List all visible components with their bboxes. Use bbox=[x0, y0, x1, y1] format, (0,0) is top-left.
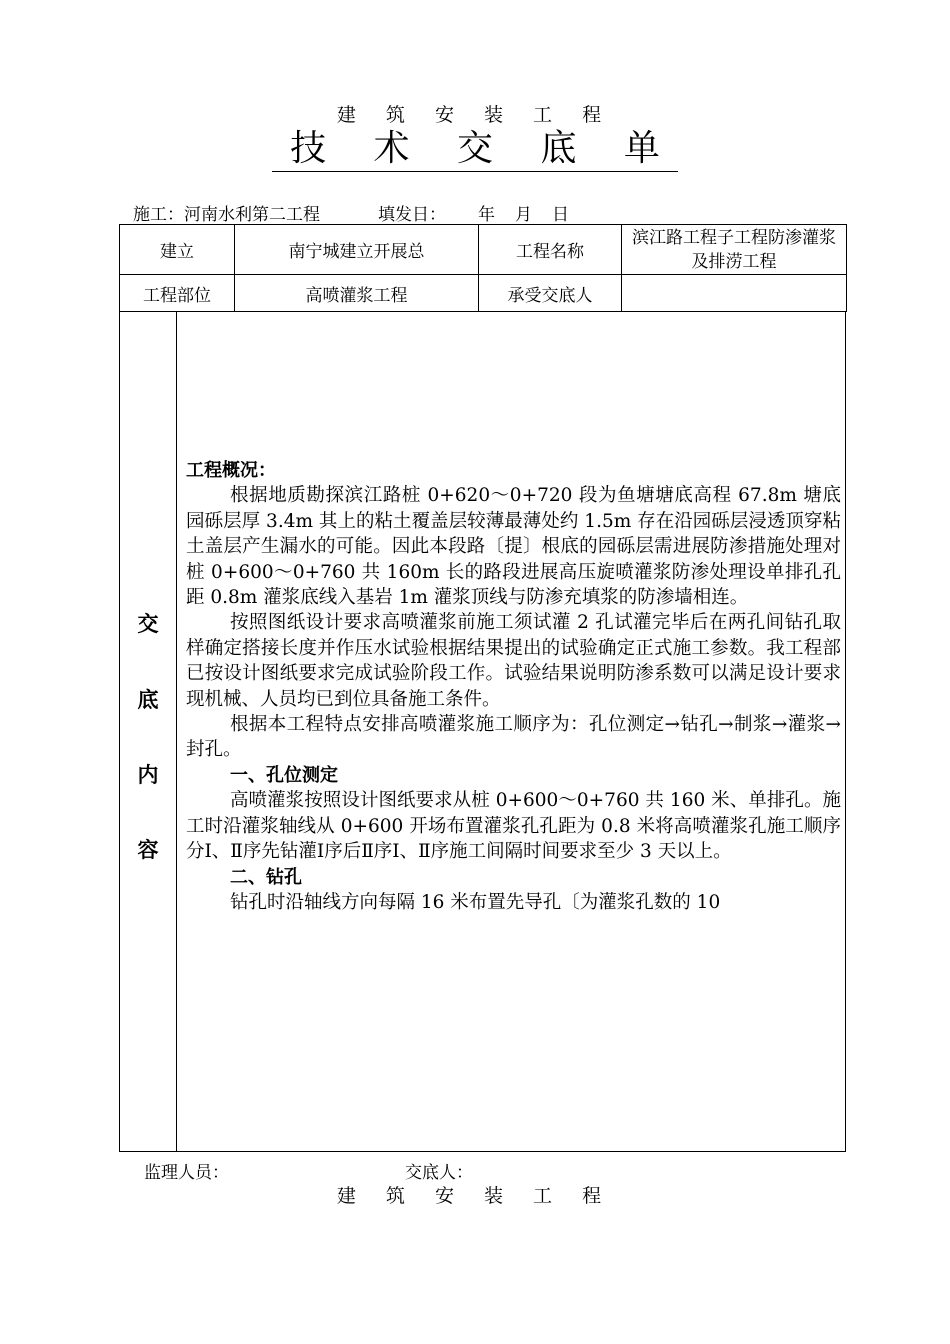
project-name-value: 滨江路工程子工程防渗灌浆及排涝工程 bbox=[622, 225, 847, 275]
recipient-label: 承受交底人 bbox=[479, 275, 622, 312]
content-body bbox=[186, 458, 841, 915]
section-2-heading: 二、钻孔 bbox=[230, 866, 302, 888]
paragraph-1: 根据地质勘探滨江路桩 0+620～0+720 段为鱼塘塘底高程 67.8m 塘底园砾层厚 3.4m 其上的粘土覆盖层较薄最薄处约 1.5m 存在沿园砾层浸透顶穿粘土盖层产生漏水的可能。因此本段路〔提〕根底的园砾层需进展防渗措施处理对桩 0+600～0+760 共 160m 长的路段进展高压旋喷灌浆防渗处理设单排孔孔距 0.8m 灌浆底线入基岩 1m 灌浆顶线与防渗充填浆的防渗墙相连。 bbox=[186, 485, 841, 609]
content-side-column bbox=[120, 311, 177, 1151]
project-part-label: 工程部位 bbox=[120, 275, 235, 312]
build-label: 建立 bbox=[120, 225, 235, 275]
overview-heading: 工程概况： bbox=[186, 460, 276, 481]
document-title-text: 技 术 交 底 单 bbox=[272, 129, 678, 172]
construction-value: 河南水利第二工程 bbox=[184, 205, 320, 225]
supervisor-label: 监理人员： bbox=[144, 1163, 229, 1183]
footer-signatures bbox=[144, 1158, 473, 1183]
info-row-2 bbox=[120, 275, 847, 312]
year-label: 年 bbox=[478, 205, 495, 225]
info-row-1 bbox=[120, 225, 847, 275]
handover-label: 交底人： bbox=[405, 1163, 473, 1183]
month-label: 月 bbox=[515, 205, 532, 225]
paragraph-2: 按照图纸设计要求高喷灌浆前施工须试灌 2 孔试灌完毕后在两孔间钻孔取样确定搭接长度并作压水试验根据结果提出的试验确定正式施工参数。我工程部已按设计图纸要求完成试验阶段工作。试验结果说明防渗系数可以满足设计要求现机械、人员均已到位具备施工条件。 bbox=[186, 612, 841, 710]
construction-label: 施工： bbox=[133, 205, 184, 225]
fill-date-label: 填发日： bbox=[378, 205, 446, 225]
section-1-heading: 一、孔位测定 bbox=[230, 764, 338, 786]
info-table bbox=[119, 224, 847, 312]
meta-line bbox=[133, 200, 569, 225]
project-part-value: 高喷灌浆工程 bbox=[235, 275, 479, 312]
paragraph-3: 根据本工程特点安排高喷灌浆施工顺序为：孔位测定→钻孔→制浆→灌浆→封孔。 bbox=[186, 714, 841, 761]
paragraph-5: 钻孔时沿轴线方向每隔 16 米布置先导孔〔为灌浆孔数的 10 bbox=[230, 891, 721, 913]
build-value: 南宁城建立开展总 bbox=[235, 225, 479, 275]
document-title bbox=[0, 128, 950, 172]
side-label-char-3: 内 bbox=[137, 763, 159, 787]
footer-title: 建 筑 安 装 工 程 bbox=[336, 1185, 614, 1207]
project-name-label: 工程名称 bbox=[479, 225, 622, 275]
side-label-char-1: 交 bbox=[137, 612, 159, 636]
side-label-char-2: 底 bbox=[137, 688, 159, 712]
content-box bbox=[119, 311, 846, 1152]
paragraph-4: 高喷灌浆按照设计图纸要求从桩 0+600～0+760 共 160 米、单排孔。施工时沿灌浆轴线从 0+600 开场布置灌浆孔孔距为 0.8 米将高喷灌浆孔施工顺序分Ⅰ、Ⅱ序先钻灌Ⅰ序后Ⅱ序Ⅰ、Ⅱ序施工间隔时间要求至少 3 天以上。 bbox=[186, 790, 841, 863]
document-subtitle: 建 筑 安 装 工 程 bbox=[336, 104, 614, 126]
recipient-value bbox=[622, 275, 847, 312]
day-label: 日 bbox=[552, 205, 569, 225]
side-label-char-4: 容 bbox=[137, 838, 159, 862]
